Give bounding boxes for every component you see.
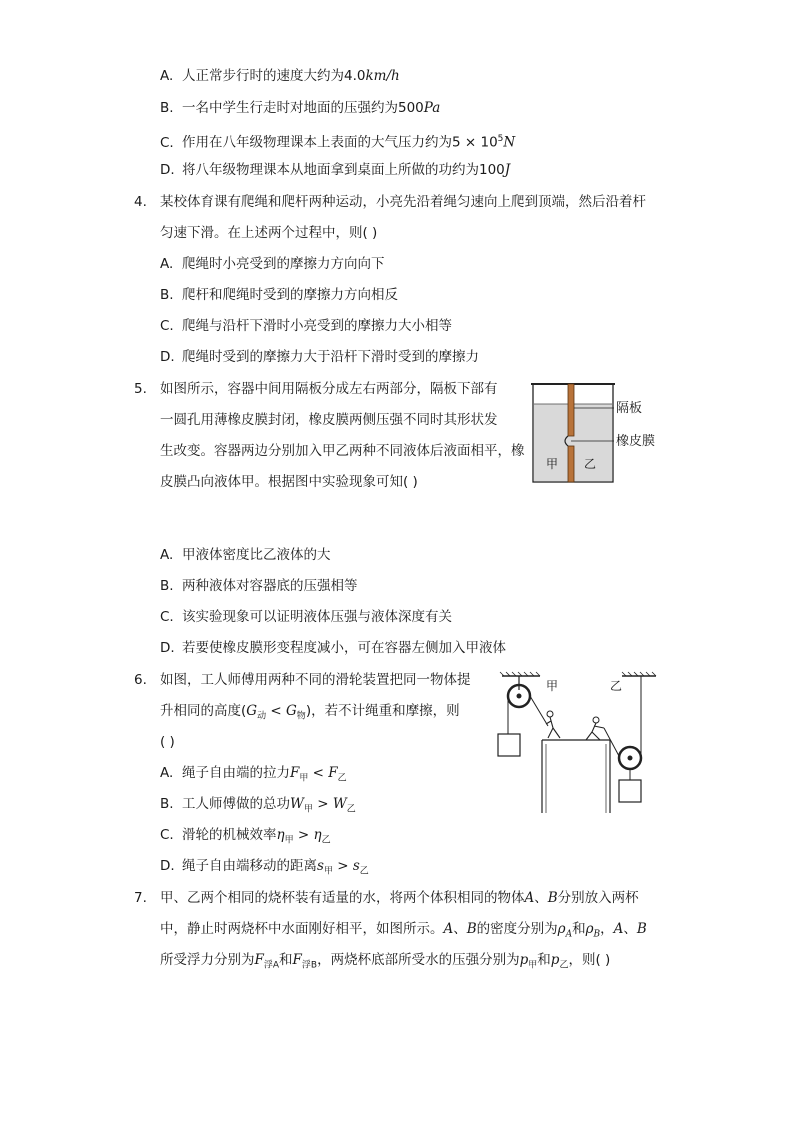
symbol-b: B	[547, 890, 558, 906]
symbol-a: A	[613, 921, 624, 937]
symbol-f: F	[254, 952, 264, 968]
q4-option-a[interactable]	[160, 254, 385, 274]
option-letter: D.	[160, 162, 175, 178]
subscript: 乙	[321, 835, 331, 846]
subscript: 甲	[528, 960, 538, 971]
symbol-b: B	[466, 921, 477, 937]
subscript: 动	[257, 711, 267, 722]
text: ，	[600, 921, 614, 937]
option-letter: B.	[160, 578, 174, 594]
symbol-f: F	[292, 952, 302, 968]
q6-option-d[interactable]	[160, 856, 369, 882]
option-letter: B.	[160, 287, 174, 303]
operator: >	[293, 827, 314, 843]
subscript: 甲	[323, 866, 333, 877]
text: 、	[623, 921, 637, 937]
q7-stem-line3	[160, 950, 610, 976]
symbol-f: F	[290, 765, 300, 781]
symbol-p: p	[519, 952, 529, 968]
q7-number: 7.	[134, 890, 147, 906]
q4-option-d[interactable]	[160, 347, 479, 367]
unit: km/h	[365, 68, 400, 84]
option-letter: A.	[160, 547, 174, 563]
operator: <	[308, 765, 329, 781]
option-text: 滑轮的机械效率	[182, 827, 277, 843]
q5-number: 5.	[134, 381, 147, 397]
q6-option-b[interactable]	[160, 794, 356, 820]
label-partition: 隔板	[616, 401, 643, 416]
unit: Pa	[423, 100, 441, 116]
q6-stem-line1: 如图，工人师傅用两种不同的滑轮装置把同一物体提	[160, 672, 471, 688]
subscript: 乙	[359, 866, 369, 877]
option-text: 甲液体密度比乙液体的大	[182, 547, 331, 563]
q5-stem-line2: 一圆孔用薄橡皮膜封闭，橡皮膜两侧压强不同时其形状发	[160, 412, 498, 428]
q5-stem-line1: 如图所示，容器中间用隔板分成左右两部分，隔板下部有	[160, 381, 498, 397]
option-letter: D.	[160, 858, 175, 874]
text: 所受浮力分别为	[160, 952, 255, 968]
symbol-s: s	[317, 858, 324, 874]
operator: >	[312, 796, 333, 812]
symbol-w: W	[290, 796, 304, 812]
q6-stem-line2	[160, 701, 460, 727]
option-letter: A.	[160, 256, 174, 272]
option-text: 爬杆和爬绳时受到的摩擦力方向相反	[182, 287, 398, 303]
option-text: 爬绳时受到的摩擦力大于沿杆下滑时受到的摩擦力	[182, 349, 479, 365]
q3-option-d[interactable]	[160, 160, 510, 180]
q6-pulley-figure	[490, 668, 660, 818]
option-text: 若要使橡皮膜形变程度减小，可在容器左侧加入甲液体	[182, 640, 506, 656]
option-text: 爬绳与沿杆下滑时小亮受到的摩擦力大小相等	[182, 318, 452, 334]
q7-stem-line1	[160, 888, 639, 908]
q7-stem-line2	[160, 919, 647, 945]
text: 分别放入两杯	[557, 890, 639, 906]
option-letter: C.	[160, 318, 174, 334]
operator: <	[266, 703, 286, 719]
label-liquid-left: 甲	[546, 457, 559, 471]
text: 、	[453, 921, 467, 937]
q4-option-c[interactable]	[160, 316, 452, 336]
q5-stem-line4: 皮膜凸向液体甲。根据图中实验现象可知( )	[160, 474, 418, 490]
label-yi: 乙	[610, 679, 623, 693]
subscript: 甲	[303, 804, 313, 815]
option-letter: C.	[160, 609, 174, 625]
symbol-a: A	[443, 921, 454, 937]
symbol-rho: $\rho_A$	[557, 921, 573, 940]
option-text: 一名中学生行走时对地面的压强约为500	[182, 100, 424, 116]
text: 和	[279, 952, 293, 968]
subscript: 乙	[337, 773, 347, 784]
symbol-w: W	[332, 796, 347, 812]
option-text: 将八年级物理课本从地面拿到桌面上所做的功约为100	[182, 162, 505, 178]
exponent: 5	[497, 134, 504, 144]
q5-option-d[interactable]	[160, 638, 506, 658]
option-letter: C.	[160, 134, 174, 151]
text: 甲、乙两个相同的烧杯装有适量的水，将两个体积相同的物体	[160, 890, 525, 906]
text: 和	[572, 921, 586, 937]
option-letter: D.	[160, 349, 175, 365]
q5-option-b[interactable]	[160, 576, 358, 596]
q5-stem-line3: 生改变。容器两边分别加入甲乙两种不同液体后液面相平，橡	[160, 443, 525, 459]
subscript: 甲	[299, 773, 309, 784]
option-text: 人正常步行时的速度大约为4.0	[182, 68, 366, 84]
text: ，则( )	[568, 952, 611, 968]
q6-number: 6.	[134, 672, 147, 688]
option-text: 作用在八年级物理课本上表面的大气压力约为5 × 10	[182, 134, 498, 151]
q3-option-c[interactable]	[160, 129, 515, 153]
q4-option-b[interactable]	[160, 285, 398, 305]
subscript: 乙	[559, 960, 569, 971]
q5-option-c[interactable]	[160, 607, 452, 627]
text: 升相同的高度(	[160, 703, 247, 719]
text: ，两烧杯底部所受水的压强分别为	[317, 952, 520, 968]
subscript: 乙	[346, 804, 356, 815]
text: 、	[534, 890, 548, 906]
text: 和	[537, 952, 551, 968]
option-text: 绳子自由端移动的距离	[182, 858, 317, 874]
option-text: 该实验现象可以证明液体压强与液体深度有关	[182, 609, 452, 625]
operator: >	[332, 858, 353, 874]
symbol-g: G	[246, 703, 258, 719]
subscript: 物	[296, 711, 306, 722]
symbol-f: F	[328, 765, 338, 781]
q4-stem-line1: 某校体育课有爬绳和爬杆两种运动，小亮先沿着绳匀速向上爬到顶端，然后沿着杆	[160, 194, 646, 210]
q3-option-a[interactable]	[160, 66, 400, 86]
subscript: 甲	[284, 835, 294, 846]
symbol-b: B	[636, 921, 647, 937]
q5-option-a[interactable]	[160, 545, 331, 565]
option-text: 爬绳时小亮受到的摩擦力方向向下	[182, 256, 385, 272]
symbol-eta: η	[313, 827, 322, 843]
option-letter: A.	[160, 68, 174, 84]
option-text: 工人师傅做的总功	[182, 796, 290, 812]
unit: N	[503, 134, 516, 151]
option-text: 两种液体对容器底的压强相等	[182, 578, 358, 594]
subscript: 浮A	[263, 960, 280, 971]
option-text: 绳子自由端的拉力	[182, 765, 290, 781]
option-letter: B.	[160, 796, 174, 812]
text: 中，静止时两烧杯中水面刚好相平，如图所示。	[160, 921, 444, 937]
label-liquid-right: 乙	[584, 457, 597, 471]
label-jia: 甲	[546, 679, 559, 693]
symbol-eta: η	[276, 827, 285, 843]
option-letter: C.	[160, 827, 174, 843]
q6-option-a[interactable]	[160, 763, 347, 789]
symbol-p: p	[550, 952, 560, 968]
symbol-rho: $\rho_B$	[585, 921, 601, 940]
symbol-g: G	[286, 703, 297, 719]
option-letter: D.	[160, 640, 175, 656]
symbol-s: s	[352, 858, 360, 874]
label-membrane: 橡皮膜	[616, 434, 656, 449]
text: )，若不计绳重和摩擦，则	[305, 703, 460, 719]
q6-stem-line3: ( )	[160, 734, 175, 750]
text: 的密度分别为	[476, 921, 558, 937]
unit: J	[504, 162, 511, 178]
q6-option-c[interactable]	[160, 825, 331, 851]
option-letter: B.	[160, 100, 174, 116]
q5-container-figure	[528, 378, 678, 488]
q3-option-b[interactable]	[160, 98, 440, 118]
subscript: 浮B	[301, 960, 318, 971]
symbol-a: A	[524, 890, 535, 906]
q4-number: 4.	[134, 194, 147, 210]
q4-stem-line2: 匀速下滑。在上述两个过程中，则( )	[160, 225, 378, 241]
option-letter: A.	[160, 765, 174, 781]
